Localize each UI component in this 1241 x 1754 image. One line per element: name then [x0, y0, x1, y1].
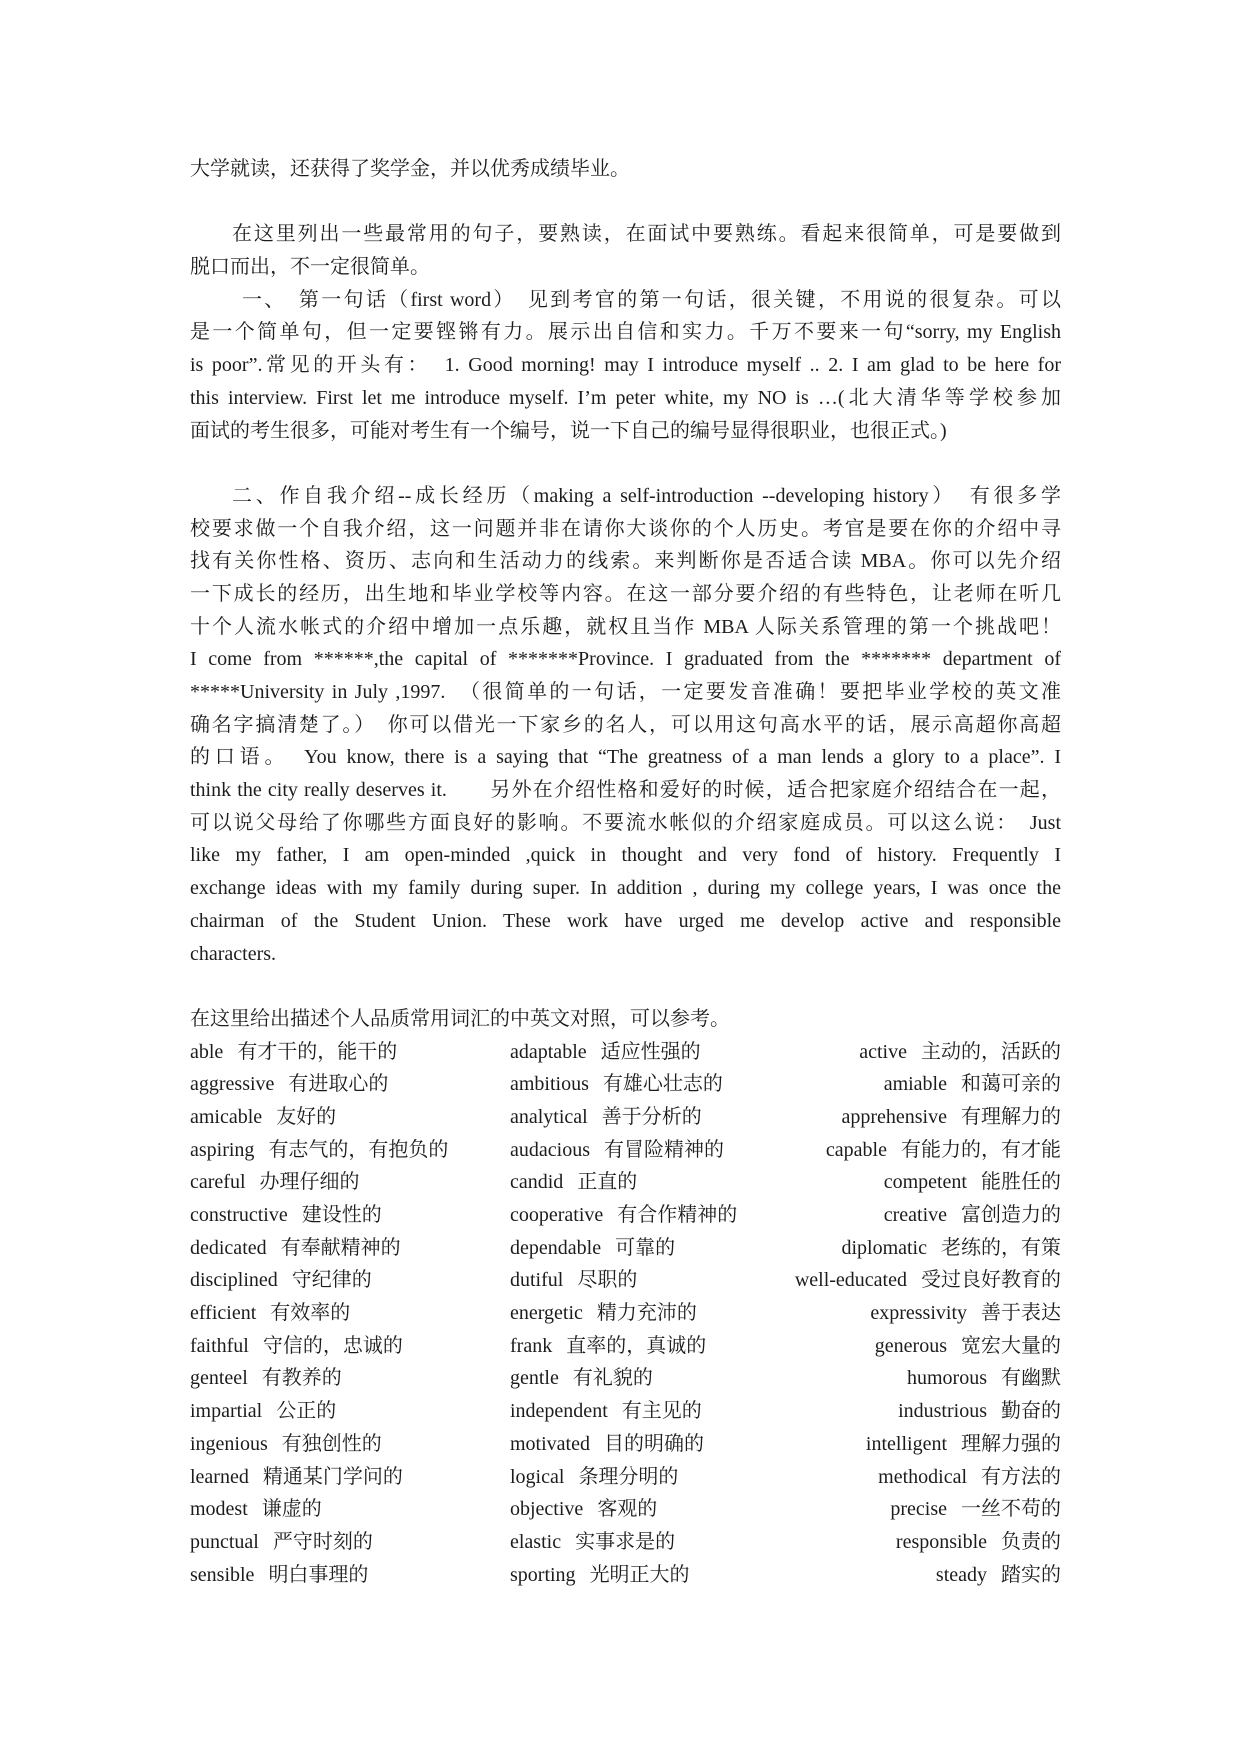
vocabulary-entry: [510, 1232, 675, 1265]
chinese-meaning: 踏实的: [1001, 1563, 1061, 1586]
chinese-meaning: 谦虚的: [261, 1498, 322, 1521]
english-word: well-educated: [794, 1269, 907, 1292]
chinese-meaning: 宽宏大量的: [961, 1334, 1061, 1357]
english-word: audacious: [510, 1138, 590, 1161]
vocabulary-entry: [190, 1330, 403, 1363]
blank-line: [190, 186, 1061, 219]
text-line: 是一个简单句，但一定要铿锵有力。展示出自信和实力。千万不要来一句“sorry, my English: [190, 321, 1061, 344]
text-line: I come from ******,the capital of *******Province. I graduated from the ******* department of: [190, 648, 1061, 671]
vocabulary-entry: [890, 1493, 1061, 1526]
english-word: intelligent: [865, 1432, 947, 1455]
text-line: exchange ideas with my family during super. In addition , during my college years, I was once the: [190, 877, 1061, 900]
english-word: elastic: [510, 1530, 562, 1553]
chinese-meaning: 主动的，活跃的: [921, 1040, 1061, 1063]
vocabulary-entry: [190, 1068, 388, 1101]
vocabulary-entry: [190, 1493, 322, 1526]
chinese-meaning: 建设性的: [301, 1204, 382, 1226]
text-line: 在这里给出描述个人品质常用词汇的中英文对照，可以参考。: [190, 1007, 730, 1030]
english-word: adaptable: [510, 1040, 587, 1063]
english-word: creative: [883, 1204, 947, 1226]
text-line: 在这里列出一些最常用的句子，要熟读，在面试中要熟练。看起来很简单，可是要做到: [232, 223, 1061, 246]
vocabulary-entry: [510, 1493, 657, 1526]
chinese-meaning: 守信的，忠诚的: [262, 1334, 403, 1357]
document-page: [190, 153, 1061, 1591]
english-word: careful: [190, 1171, 246, 1194]
vocabulary-entry: [190, 1232, 401, 1265]
vocabulary-row: [190, 1493, 1061, 1526]
english-word: punctual: [190, 1530, 259, 1553]
english-word: aggressive: [190, 1073, 275, 1096]
chinese-meaning: 有志气的，有抱负的: [268, 1138, 449, 1161]
vocabulary-entry: [898, 1395, 1061, 1428]
vocabulary-entry: [190, 1199, 382, 1232]
vocabulary-row: [190, 1068, 1061, 1101]
vocabulary-entry: [510, 1101, 702, 1134]
paragraph: [190, 480, 1061, 970]
vocabulary-entry: [866, 1428, 1061, 1461]
chinese-meaning: 办理仔细的: [259, 1171, 360, 1194]
vocabulary-row: [190, 1264, 1061, 1297]
vocabulary-entry: [510, 1264, 637, 1297]
english-word: aspiring: [190, 1138, 255, 1161]
text-line: 的口语。 You know, there is a saying that “The greatness of a man lends a glory to a place”. I: [190, 746, 1061, 769]
vocabulary-row: [190, 1101, 1061, 1134]
chinese-meaning: 能胜任的: [981, 1171, 1061, 1194]
vocabulary-entry: [190, 1297, 350, 1330]
text-line: 可以说父母给了你哪些方面良好的影响。不要流水帐似的介绍家庭成员。可以这么说： Just: [190, 811, 1061, 834]
chinese-meaning: 勤奋的: [1001, 1400, 1061, 1423]
vocabulary-entry: [936, 1559, 1061, 1592]
chinese-meaning: 尽职的: [577, 1269, 638, 1292]
chinese-meaning: 光明正大的: [589, 1563, 690, 1586]
document-body: [190, 153, 1061, 1036]
english-word: genteel: [190, 1367, 248, 1390]
vocabulary-row: [190, 1428, 1061, 1461]
chinese-meaning: 直率的，真诚的: [566, 1334, 707, 1357]
vocabulary-entry: [190, 1166, 360, 1199]
english-word: precise: [890, 1498, 947, 1521]
vocabulary-row: [190, 1199, 1061, 1232]
text-line: 一、 第一句话（first word） 见到考官的第一句话，很关键，不用说的很复杂。可以: [242, 288, 1061, 311]
chinese-meaning: 善于表达: [981, 1302, 1061, 1325]
vocabulary-entry: [190, 1395, 336, 1428]
vocabulary-table: [190, 1036, 1061, 1592]
vocabulary-entry: [896, 1526, 1061, 1559]
vocabulary-row: [190, 1232, 1061, 1265]
english-word: candid: [510, 1171, 564, 1194]
vocabulary-entry: [510, 1068, 723, 1101]
english-word: active: [859, 1040, 907, 1063]
vocabulary-entry: [841, 1101, 1061, 1134]
english-word: dedicated: [190, 1236, 267, 1259]
vocabulary-entry: [510, 1395, 702, 1428]
english-word: modest: [190, 1498, 248, 1521]
english-word: sensible: [190, 1563, 255, 1586]
vocabulary-entry: [907, 1362, 1061, 1395]
chinese-meaning: 善于分析的: [601, 1105, 702, 1128]
english-word: energetic: [510, 1302, 583, 1325]
vocabulary-entry: [190, 1526, 373, 1559]
text-line: 校要求做一个自我介绍，这一问题并非在请你大谈你的个人历史。考官是要在你的介绍中寻: [190, 517, 1061, 540]
chinese-meaning: 负责的: [1001, 1530, 1061, 1553]
english-word: industrious: [898, 1400, 987, 1423]
vocabulary-entry: [884, 1199, 1061, 1232]
chinese-meaning: 严守时刻的: [272, 1530, 373, 1553]
chinese-meaning: 有合作精神的: [617, 1204, 738, 1226]
chinese-meaning: 适应性强的: [600, 1040, 701, 1063]
english-word: methodical: [878, 1465, 967, 1488]
chinese-meaning: 精力充沛的: [596, 1302, 697, 1325]
chinese-meaning: 有进取心的: [288, 1073, 389, 1096]
vocabulary-row: [190, 1461, 1061, 1494]
vocabulary-row: [190, 1395, 1061, 1428]
text-line: 大学就读，还获得了奖学金，并以优秀成绩毕业。: [190, 158, 630, 180]
chinese-meaning: 有冒险精神的: [603, 1138, 724, 1161]
vocabulary-entry: [878, 1461, 1061, 1494]
vocabulary-entry: [510, 1166, 637, 1199]
vocabulary-row: [190, 1362, 1061, 1395]
text-line: 十个人流水帐式的介绍中增加一点乐趣，就权且当作 MBA 人际关系管理的第一个挑战吧！: [190, 615, 1061, 638]
chinese-meaning: 正直的: [577, 1171, 638, 1194]
vocabulary-entry: [841, 1232, 1061, 1265]
chinese-meaning: 有教养的: [261, 1367, 342, 1390]
english-word: amiable: [883, 1073, 947, 1096]
vocabulary-row: [190, 1526, 1061, 1559]
english-word: responsible: [895, 1530, 987, 1553]
chinese-meaning: 有能力的，有才能: [901, 1138, 1061, 1161]
vocabulary-entry: [510, 1526, 675, 1559]
chinese-meaning: 有才干的，能干的: [237, 1040, 398, 1063]
vocabulary-entry: [510, 1461, 678, 1494]
vocabulary-entry: [510, 1297, 697, 1330]
vocabulary-entry: [875, 1330, 1061, 1363]
english-word: frank: [510, 1334, 553, 1357]
vocabulary-entry: [190, 1101, 336, 1134]
text-line: 一下成长的经历，出生地和毕业学校等内容。在这一部分要介绍的有些特色，让老师在听几: [190, 582, 1061, 605]
paragraph: [190, 218, 1061, 283]
english-word: efficient: [190, 1302, 257, 1325]
text-line: 找有关你性格、资历、志向和生活动力的线索。来判断你是否适合读 MBA。你可以先介绍: [190, 550, 1061, 573]
vocabulary-row: [190, 1559, 1061, 1592]
english-word: sporting: [510, 1563, 576, 1586]
chinese-meaning: 受过良好教育的: [921, 1269, 1061, 1292]
paragraph: [190, 284, 1061, 447]
english-word: constructive: [190, 1204, 288, 1226]
chinese-meaning: 目的明确的: [603, 1432, 704, 1455]
english-word: independent: [510, 1400, 608, 1423]
english-word: ingenious: [190, 1432, 268, 1455]
chinese-meaning: 有主见的: [621, 1400, 702, 1423]
english-word: gentle: [510, 1367, 559, 1390]
text-line: 二、作自我介绍--成长经历（making a self-introduction --developing history） 有很多学: [232, 484, 1061, 507]
vocabulary-entry: [884, 1166, 1061, 1199]
paragraph: [190, 1003, 1061, 1036]
chinese-meaning: 明白事理的: [268, 1563, 369, 1586]
english-word: faithful: [190, 1334, 249, 1357]
text-line: like my father, I am open-minded ,quick in thought and very fond of history. Frequently I: [190, 844, 1061, 867]
english-word: steady: [935, 1563, 987, 1586]
paragraph: [190, 153, 1061, 186]
vocabulary-row: [190, 1134, 1061, 1167]
english-word: analytical: [510, 1105, 588, 1128]
chinese-meaning: 有独创性的: [281, 1432, 382, 1455]
text-line: this interview. First let me introduce myself. I’m peter white, my NO is …(北大清华等学校参加: [190, 386, 1061, 409]
english-word: diplomatic: [841, 1236, 927, 1259]
vocabulary-entry: [190, 1559, 368, 1592]
vocabulary-entry: [884, 1068, 1061, 1101]
vocabulary-entry: [190, 1036, 397, 1069]
chinese-meaning: 理解力强的: [961, 1432, 1061, 1455]
vocabulary-entry: [870, 1297, 1061, 1330]
vocabulary-row: [190, 1036, 1061, 1069]
chinese-meaning: 一丝不苟的: [961, 1498, 1061, 1521]
english-word: motivated: [510, 1432, 590, 1455]
chinese-meaning: 客观的: [597, 1498, 658, 1521]
english-word: apprehensive: [841, 1105, 947, 1128]
english-word: dependable: [510, 1236, 602, 1259]
english-word: capable: [825, 1138, 887, 1161]
text-line: chairman of the Student Union. These work have urged me develop active and responsible: [190, 909, 1061, 932]
english-word: humorous: [907, 1367, 987, 1390]
text-line: *****University in July ,1997. （很简单的一句话，一定要发音准确！要把毕业学校的英文准: [190, 681, 1061, 703]
vocabulary-row: [190, 1166, 1061, 1199]
vocabulary-row: [190, 1330, 1061, 1363]
english-word: impartial: [190, 1400, 263, 1423]
vocabulary-entry: [510, 1134, 724, 1167]
vocabulary-entry: [510, 1036, 701, 1069]
chinese-meaning: 有雄心壮志的: [602, 1073, 723, 1096]
vocabulary-entry: [190, 1134, 448, 1167]
vocabulary-entry: [510, 1330, 706, 1363]
english-word: cooperative: [510, 1204, 604, 1226]
chinese-meaning: 有奉献精神的: [280, 1236, 401, 1259]
text-line: 脱口而出，不一定很简单。: [190, 256, 430, 279]
vocabulary-entry: [190, 1428, 382, 1461]
vocabulary-row: [190, 1297, 1061, 1330]
english-word: amicable: [190, 1105, 263, 1128]
text-line: think the city really deserves it. 另外在介绍性格和爱好的时候，适合把家庭介绍结合在一起，: [190, 779, 1061, 802]
chinese-meaning: 有礼貌的: [572, 1367, 653, 1390]
chinese-meaning: 条理分明的: [578, 1465, 679, 1488]
vocabulary-entry: [190, 1461, 403, 1494]
chinese-meaning: 精通某门学问的: [262, 1465, 403, 1488]
chinese-meaning: 和蔼可亲的: [961, 1073, 1061, 1096]
chinese-meaning: 富创造力的: [961, 1204, 1061, 1226]
text-line: characters.: [190, 942, 277, 965]
chinese-meaning: 有方法的: [981, 1465, 1061, 1488]
text-line: is poor”.常见的开头有： 1. Good morning! may I introduce myself .. 2. I am glad to be here for: [190, 354, 1061, 377]
chinese-meaning: 老练的，有策: [941, 1236, 1061, 1259]
english-word: learned: [190, 1465, 249, 1488]
english-word: ambitious: [510, 1073, 589, 1096]
vocabulary-entry: [510, 1362, 653, 1395]
english-word: expressivity: [870, 1302, 967, 1325]
chinese-meaning: 有效率的: [270, 1302, 351, 1325]
english-word: logical: [510, 1465, 565, 1488]
chinese-meaning: 有理解力的: [961, 1105, 1061, 1128]
text-line: 面试的考生很多，可能对考生有一个编号，说一下自己的编号显得很职业，也很正式。): [190, 419, 947, 442]
vocabulary-entry: [510, 1559, 690, 1592]
english-word: generous: [874, 1334, 947, 1357]
english-word: objective: [510, 1498, 584, 1521]
vocabulary-entry: [859, 1036, 1061, 1069]
english-word: competent: [883, 1171, 967, 1194]
vocabulary-entry: [190, 1362, 342, 1395]
vocabulary-entry: [826, 1134, 1061, 1167]
chinese-meaning: 守纪律的: [291, 1269, 372, 1292]
vocabulary-entry: [795, 1264, 1061, 1297]
vocabulary-entry: [510, 1199, 737, 1232]
chinese-meaning: 有幽默: [1001, 1367, 1061, 1390]
text-line: 确名字搞清楚了。） 你可以借光一下家乡的名人，可以用这句高水平的话，展示高超你高超: [190, 713, 1061, 736]
chinese-meaning: 公正的: [276, 1400, 337, 1423]
blank-line: [190, 447, 1061, 480]
english-word: able: [190, 1040, 224, 1063]
blank-line: [190, 970, 1061, 1003]
chinese-meaning: 友好的: [276, 1105, 337, 1128]
english-word: disciplined: [190, 1269, 278, 1292]
vocabulary-entry: [510, 1428, 704, 1461]
chinese-meaning: 实事求是的: [575, 1530, 676, 1553]
english-word: dutiful: [510, 1269, 564, 1292]
chinese-meaning: 可靠的: [615, 1236, 676, 1259]
vocabulary-entry: [190, 1264, 372, 1297]
